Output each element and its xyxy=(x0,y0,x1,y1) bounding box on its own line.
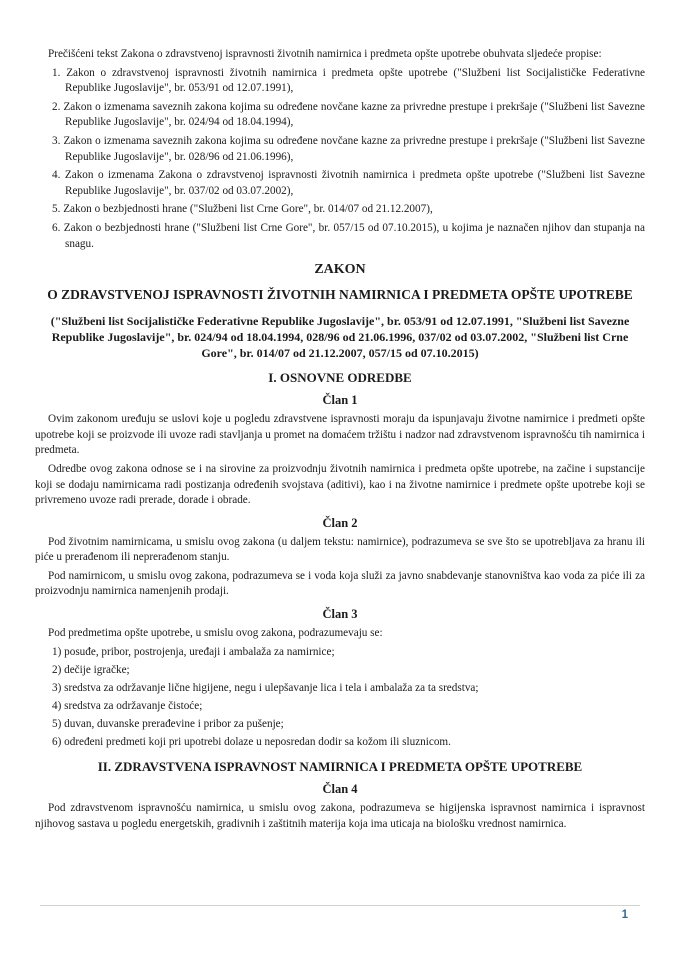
list-item-number: 2. xyxy=(52,100,61,113)
article-heading-clan1: Član 1 xyxy=(322,393,358,408)
list-item-text: posuđe, pribor, postrojenja, uređaji i ambalaža za namirnice; xyxy=(64,645,335,658)
list-item-text: Zakon o izmenama saveznih zakona kojima su određene novčane kazne za privredne prestupe i prekršaje ("Službeni list Savezne Republike Jugoslavije", br. 024/94 od 18.04.1994), xyxy=(63,100,645,129)
list-item-number: 1) xyxy=(52,645,62,658)
section-heading-2: II. ZDRAVSTVENA ISPRAVNOST NAMIRNICA I PREDMETA OPŠTE UPOTREBE xyxy=(97,758,583,774)
article-heading-clan3: Član 3 xyxy=(322,607,358,622)
article-heading-clan4: Član 4 xyxy=(322,782,358,797)
list-item-number: 1. xyxy=(52,66,61,79)
list-item-text: Zakon o zdravstvenoj ispravnosti životnih namirnica i predmeta opšte upotrebe ("Službeni list Socijalističke Federativne Republike Jugoslavije", br. 053/91 od 12.07.1991), xyxy=(65,66,646,95)
list-item-number: 5) xyxy=(52,718,62,731)
clan2-paragraph-1: Pod životnim namirnicama, u smislu ovog zakona (u daljem tekstu: namirnice), podrazumeva se sve što se upotrebljava za hranu ili piće u prerađenom ili neprerađenom stanju. xyxy=(35,535,645,564)
list-item-text: duvan, duvanske prerađevine i pribor za pušenje; xyxy=(64,718,284,731)
list-item xyxy=(35,735,645,751)
list-item-text: Zakon o izmenama Zakona o zdravstvenoj ispravnosti životnih namirnica i predmeta opšte upotrebe ("Službeni list Savezne Republike Jugoslavije", br. 037/02 od 03.07.2002), xyxy=(64,169,646,197)
list-item xyxy=(35,221,645,252)
clan3-list xyxy=(35,645,645,751)
document-content xyxy=(35,47,645,835)
article-heading-clan2: Član 2 xyxy=(322,515,358,530)
list-item xyxy=(35,663,645,679)
list-item-text: Zakon o izmenama saveznih zakona kojima su određene novčane kazne za privredne prestupe i prekršaje ("Službeni list Savezne Republike Jugoslavije", br. 028/96 od 21.06.1996), xyxy=(63,134,645,163)
list-item xyxy=(35,681,645,697)
list-item-number: 4) xyxy=(52,699,62,712)
list-item xyxy=(35,66,645,97)
list-item xyxy=(35,134,645,165)
law-subtitle: O ZDRAVSTVENOJ ISPRAVNOSTI ŽIVOTNIH NAMIRNICA I PREDMETA OPŠTE UPOTREBE xyxy=(47,287,633,303)
list-item-text: sredstva za održavanje čistoće; xyxy=(64,699,203,712)
intro-list xyxy=(35,66,645,253)
section-heading-1: I. OSNOVNE ODREDBE xyxy=(268,369,412,385)
page-number: 1 xyxy=(621,909,628,921)
list-item-text: određeni predmeti koji pri upotrebi dolaze u neposredan dodir sa kožom ili sluznicom. xyxy=(64,736,451,749)
intro-lead: Prečišćeni tekst Zakona o zdravstvenoj ispravnosti životnih namirnica i predmeta opšte upotrebe obuhvata sljedeće propise: xyxy=(48,48,602,60)
clan2-paragraph-2: Pod namirnicom, u smislu ovog zakona, podrazumeva se i voda koja služi za javno snabdevanje stanovništva kao voda za piće ili za proizvodnju namirnica namenjenih prodaji. xyxy=(35,569,645,598)
clan4-paragraph-1: Pod zdravstvenom ispravnošću namirnica, u smislu ovog zakona, podrazumeva se higijenska ispravnost namirnica i ispravnost njihovog sastava u pogledu energetskih, gradivnih i zaštitnih materija koja ima uticaja na biološku vrednost namirnica. xyxy=(35,802,645,830)
list-item-number: 3) xyxy=(52,681,62,694)
list-item xyxy=(35,100,645,131)
clan3-lead: Pod predmetima opšte upotrebe, u smislu ovog zakona, podrazumevaju se: xyxy=(48,627,383,640)
footer-divider xyxy=(40,905,640,906)
clan1-paragraph-1: Ovim zakonom uređuju se uslovi koje u pogledu zdravstvene ispravnosti moraju da ispunjavaju životne namirnice i predmeti opšte upotrebe koji se proizvode ili uvoze radi stavljanja u promet na domaćem tržištu i nadzor nad zdravstvenom ispravnošću tih namirnica i predmeta. xyxy=(35,413,645,457)
list-item-number: 6) xyxy=(52,736,62,749)
list-item-number: 2) xyxy=(52,663,62,676)
list-item-number: 3. xyxy=(52,134,61,147)
gazette-references: ("Službeni list Socijalističke Federativne Republike Jugoslavije", br. 053/91 od 12.07.1991, "Službeni list Savezne Republike Jugoslavije", br. 024/94 od 18.04.1994, 028/96 od 21.06.1996, 037/02 od 03.07.2002, "Službeni list Crne Gore", br. 014/07 od 21.12.2007, 057/15 od 07.10.2015) xyxy=(50,313,630,360)
list-item-text: dečije igračke; xyxy=(64,663,130,676)
list-item xyxy=(35,645,645,661)
law-title: ZAKON xyxy=(314,262,366,278)
list-item xyxy=(35,717,645,733)
list-item-number: 4. xyxy=(52,169,61,182)
list-item-text: sredstva za održavanje lične higijene, negu i ulepšavanje lica i tela i ambalaža za ta sredstva; xyxy=(64,681,479,694)
list-item xyxy=(35,168,645,199)
list-item-text: Zakon o bezbjednosti hrane ("Službeni list Crne Gore", br. 057/15 od 07.10.2015), u kojima je naznačen njihov dan stupanja na snagu. xyxy=(63,221,645,250)
list-item xyxy=(35,202,645,218)
list-item-number: 6. xyxy=(52,221,61,234)
clan1-paragraph-2: Odredbe ovog zakona odnose se i na sirovine za proizvodnju životnih namirnica i predmeta opšte upotrebe, na začine i supstancije koji se dodaju namirnicama radi postizanja određenih svojstava (aditivi), kao i na životne namirnice i predmete opšte upotrebe koji se privremeno uvoze radi prerade, dorade i obrade. xyxy=(35,462,645,507)
list-item-number: 5. xyxy=(52,203,61,216)
list-item-text: Zakon o bezbjednosti hrane ("Službeni list Crne Gore", br. 014/07 od 21.12.2007), xyxy=(63,203,433,216)
list-item xyxy=(35,699,645,715)
